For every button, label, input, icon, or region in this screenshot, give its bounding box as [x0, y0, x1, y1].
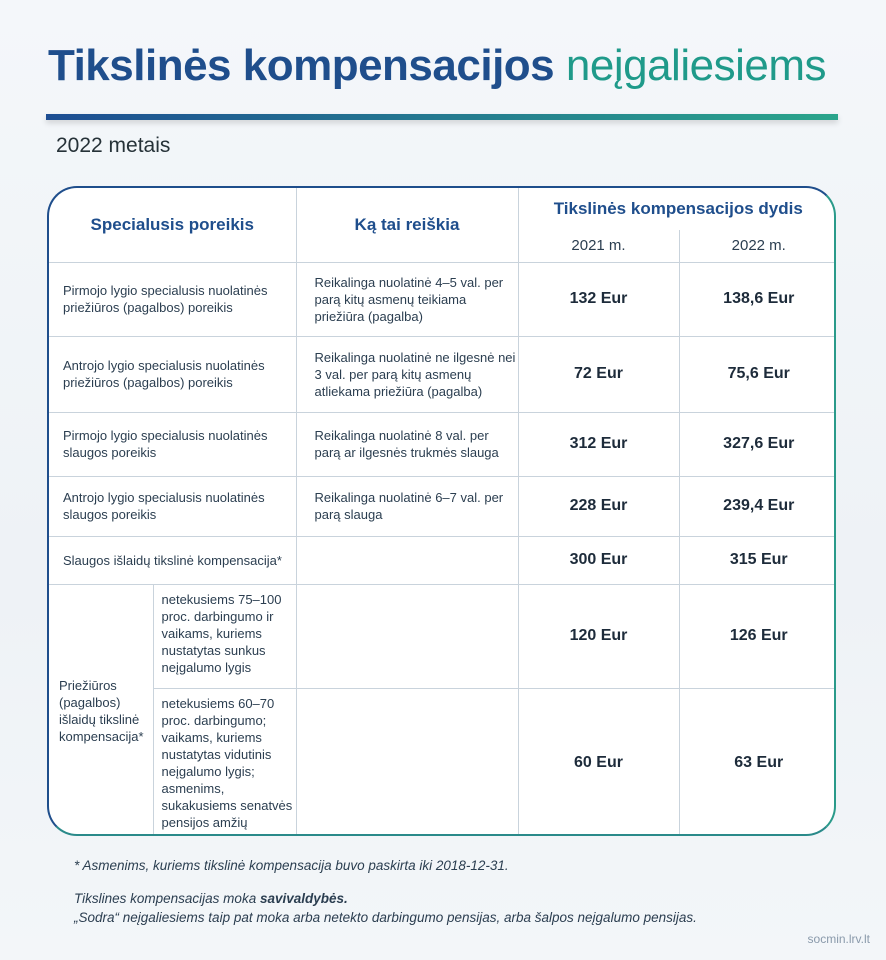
amount-2021: 120 Eur: [518, 584, 679, 688]
meaning-cell: [296, 536, 518, 584]
meaning-cell: Reikalinga nuolatinė ne ilgesnė nei 3 val. per parą kitų asmenų atliekama priežiūra (pagalba): [296, 336, 518, 412]
meaning-cell: [296, 688, 518, 836]
amount-2022: 239,4 Eur: [679, 476, 836, 536]
care-compensation-label: Priežiūros (pagalbos) išlaidų tikslinė kompensacija*: [49, 584, 153, 836]
amount-2021: 60 Eur: [518, 688, 679, 836]
title-divider: [46, 114, 838, 120]
amount-2022: 138,6 Eur: [679, 262, 836, 336]
header-year-2021: 2021 m.: [518, 230, 679, 262]
amount-2021: 228 Eur: [518, 476, 679, 536]
title-light: neįgaliesiems: [565, 41, 826, 90]
meaning-cell: Reikalinga nuolatinė 8 val. per parą ar ilgesnės trukmės slauga: [296, 412, 518, 476]
need-cell: Antrojo lygio specialusis nuolatinės slaugos poreikis: [49, 476, 296, 536]
table-row: [49, 412, 836, 476]
meaning-cell: Reikalinga nuolatinė 6–7 val. per parą slauga: [296, 476, 518, 536]
compensation-table: [49, 188, 836, 836]
payer-note: [74, 889, 697, 908]
footnote: * Asmenims, kuriems tikslinė kompensacija buvo paskirta iki 2018-12-31.: [74, 858, 509, 873]
amount-2021: 72 Eur: [518, 336, 679, 412]
care-subcategory: netekusiems 60–70 proc. darbingumo; vaikams, kuriems nustatytas vidutinis neįgalumo lygis; asmenims, sukakusiems senatvės pensijos amžių: [153, 688, 296, 836]
compensation-table-card: [47, 186, 836, 836]
table-row: [49, 584, 836, 688]
need-cell: Slaugos išlaidų tikslinė kompensacija*: [49, 536, 296, 584]
header-year-2022: 2022 m.: [679, 230, 836, 262]
need-cell: Pirmojo lygio specialusis nuolatinės slaugos poreikis: [49, 412, 296, 476]
amount-2021: 312 Eur: [518, 412, 679, 476]
amount-2022: 63 Eur: [679, 688, 836, 836]
need-cell: Antrojo lygio specialusis nuolatinės priežiūros (pagalbos) poreikis: [49, 336, 296, 412]
page-subtitle: 2022 metais: [56, 134, 171, 157]
amount-2022: 315 Eur: [679, 536, 836, 584]
table-row: [49, 688, 836, 836]
notes: [74, 856, 697, 927]
table-row: [49, 536, 836, 584]
title-bold: Tikslinės kompensacijos: [48, 41, 555, 90]
meaning-cell: Reikalinga nuolatinė 4–5 val. per parą kitų asmenų teikiama priežiūra (pagalba): [296, 262, 518, 336]
meaning-cell: [296, 584, 518, 688]
table-row: [49, 262, 836, 336]
amount-2022: 327,6 Eur: [679, 412, 836, 476]
payer-prefix: Tikslines kompensacijas moka: [74, 891, 260, 906]
amount-2021: 300 Eur: [518, 536, 679, 584]
need-cell: Pirmojo lygio specialusis nuolatinės priežiūros (pagalbos) poreikis: [49, 262, 296, 336]
amount-2021: 132 Eur: [518, 262, 679, 336]
amount-2022: 126 Eur: [679, 584, 836, 688]
payer-bold: savivaldybės.: [259, 891, 348, 906]
header-meaning: Ką tai reiškia: [296, 188, 518, 262]
table-row: [49, 476, 836, 536]
header-amount: Tikslinės kompensacijos dydis: [518, 188, 836, 230]
header-need: Specialusis poreikis: [49, 188, 296, 262]
amount-2022: 75,6 Eur: [679, 336, 836, 412]
sodra-note: „Sodra“ neįgaliesiems taip pat moka arba netekto darbingumo pensijas, arba šalpos neįgalumo pensijas.: [74, 910, 697, 925]
source-label: socmin.lrv.lt: [807, 932, 870, 946]
table-row: [49, 336, 836, 412]
page-title: [48, 36, 826, 96]
care-subcategory: netekusiems 75–100 proc. darbingumo ir vaikams, kuriems nustatytas sunkus neįgalumo lygis: [153, 584, 296, 688]
